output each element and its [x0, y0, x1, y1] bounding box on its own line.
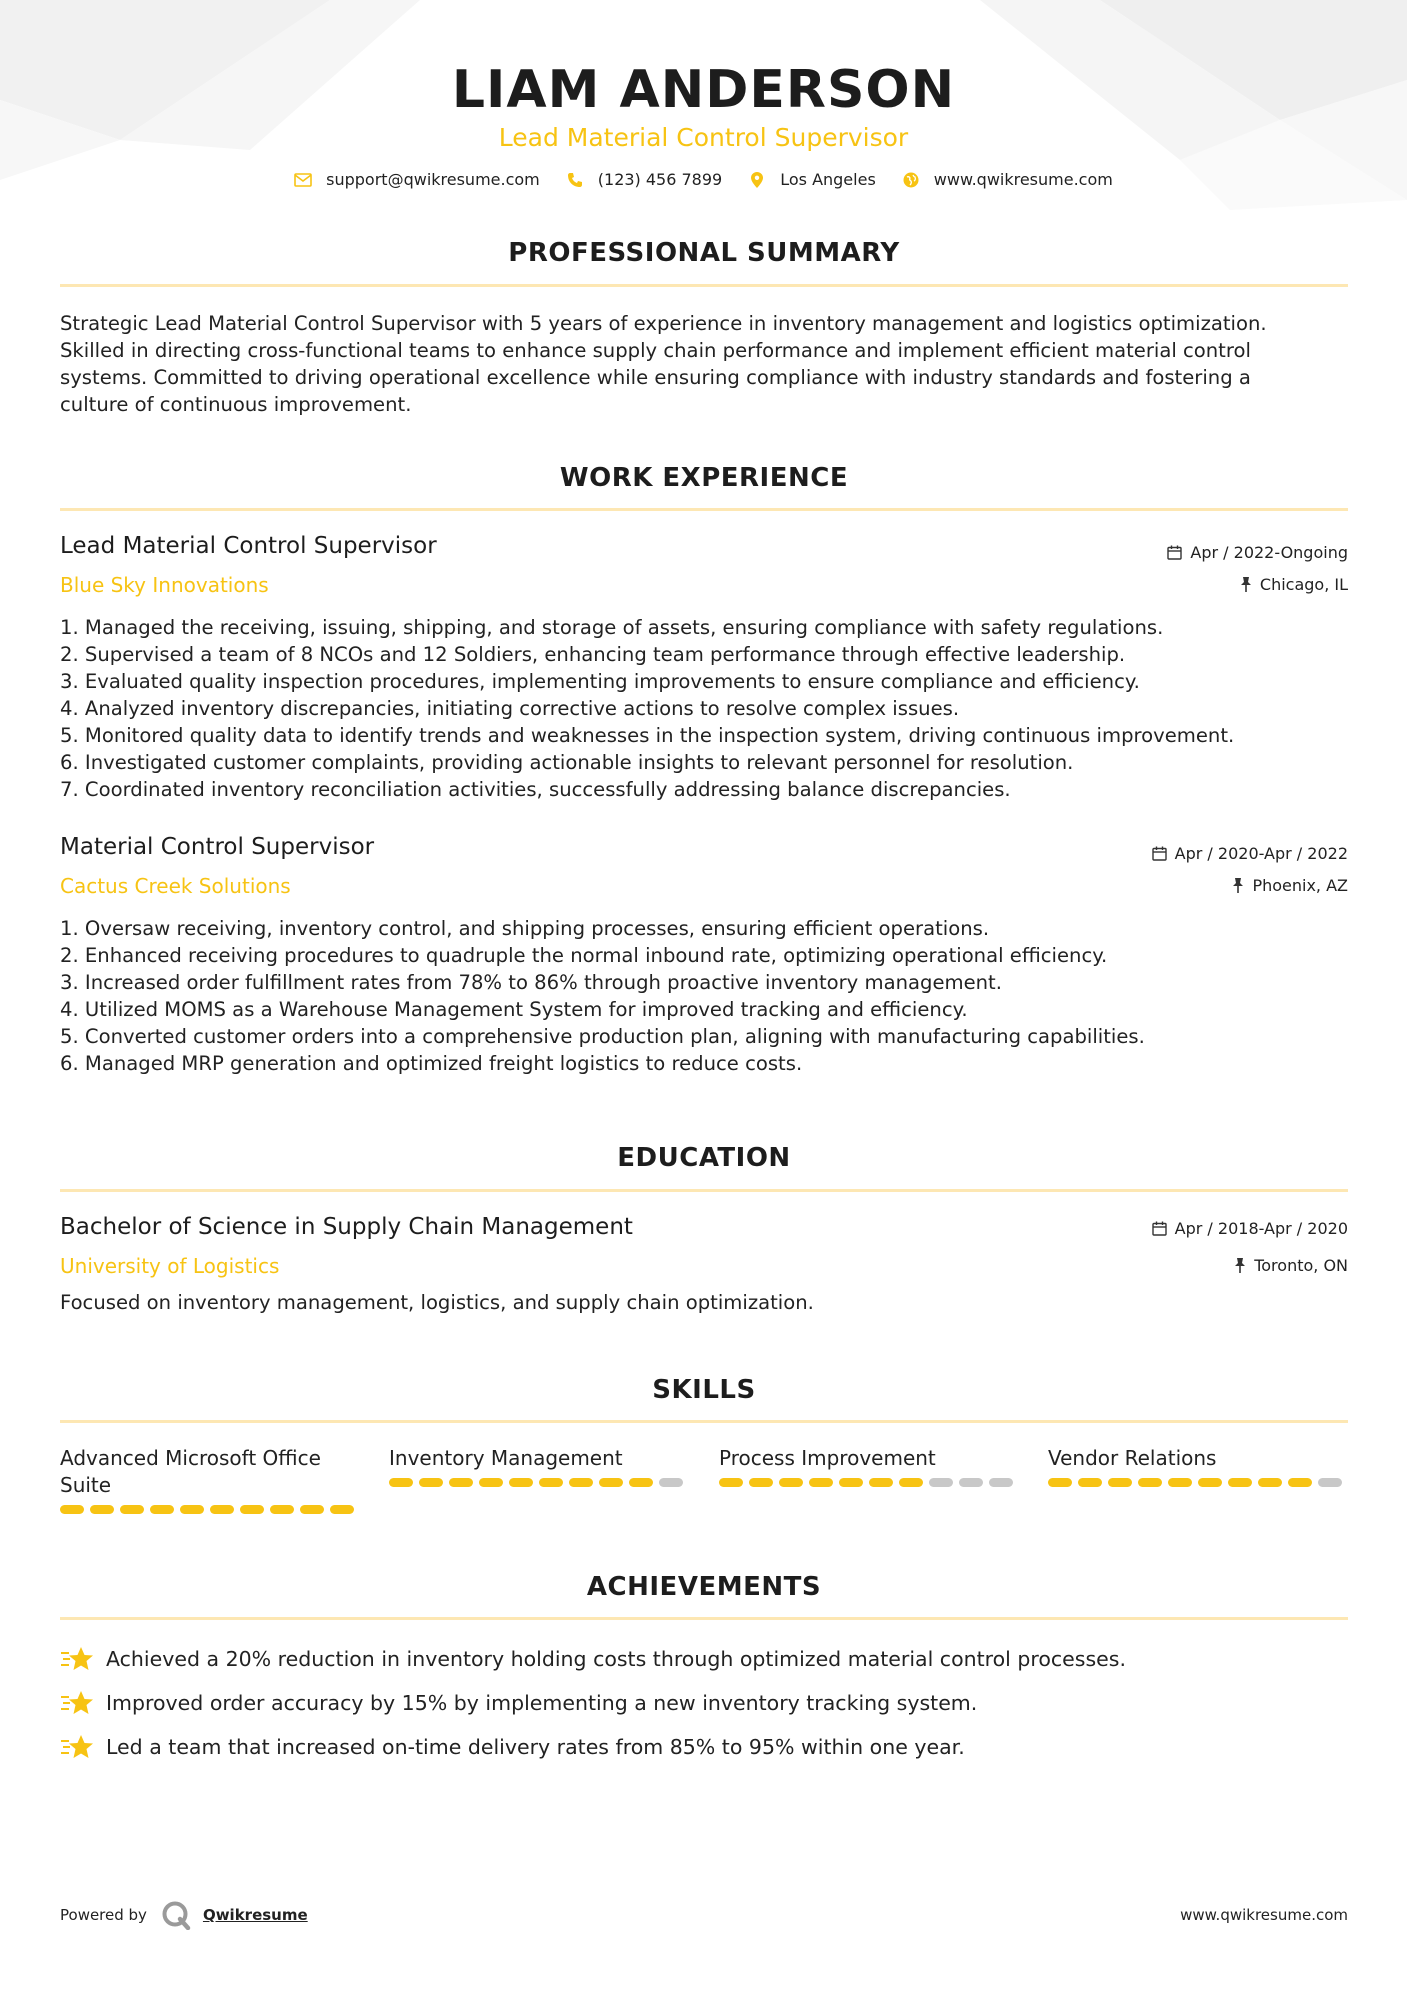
skill-segment-filled: [389, 1478, 413, 1487]
list-item: 3. Increased order fulfillment rates from 78% to 86% through proactive inventory management.: [60, 971, 1002, 994]
summary-divider: [60, 284, 1348, 287]
skill-segment-filled: [749, 1478, 773, 1487]
skill-segment-filled: [1198, 1478, 1222, 1487]
experience-heading: WORK EXPERIENCE: [559, 463, 849, 493]
contact-bar: [0, 170, 1407, 189]
skill-segment-filled: [1228, 1478, 1252, 1487]
globe-icon: [902, 171, 920, 189]
footer-website[interactable]: www.qwikresume.com: [1180, 1906, 1348, 1924]
job-company: Cactus Creek Solutions: [60, 874, 291, 898]
list-item: 5. Converted customer orders into a comprehensive production plan, aligning with manufacturing capabilities.: [60, 1025, 1145, 1048]
job-responsibilities: [60, 915, 1350, 1077]
skill-level-bar: [719, 1478, 1019, 1487]
skill-segment-empty: [659, 1478, 683, 1487]
calendar-icon: [1167, 545, 1182, 560]
skill-segment-filled: [180, 1505, 204, 1514]
skills-divider: [60, 1420, 1348, 1423]
summary-text: [60, 310, 1350, 418]
achievement-text: Achieved a 20% reduction in inventory holding costs through optimized material control processes.: [106, 1647, 1126, 1671]
skill-level-bar: [60, 1505, 360, 1514]
summary-line: culture of continuous improvement.: [60, 393, 412, 416]
qwikresume-logo-icon: [161, 1900, 191, 1930]
skill-label: [60, 1445, 360, 1499]
job-title: Material Control Supervisor: [60, 834, 375, 860]
contact-phone[interactable]: [566, 170, 722, 189]
list-item: 3. Evaluated quality inspection procedures, implementing improvements to ensure compliance and efficiency.: [60, 670, 1140, 693]
education-heading: EDUCATION: [617, 1143, 791, 1173]
skill-label: Vendor Relations: [1048, 1446, 1217, 1470]
summary-heading: PROFESSIONAL SUMMARY: [508, 238, 900, 268]
resume-header: [0, 58, 1407, 154]
skill-item: [719, 1445, 1019, 1487]
skill-label-line: Advanced Microsoft Office: [60, 1446, 321, 1470]
job-company: Blue Sky Innovations: [60, 573, 269, 597]
experience-divider: [60, 508, 1348, 511]
list-item: 1. Oversaw receiving, inventory control, and shipping processes, ensuring efficient operations.: [60, 917, 990, 940]
skill-segment-filled: [1048, 1478, 1072, 1487]
contact-location: [748, 170, 876, 189]
calendar-icon: [1152, 846, 1167, 861]
phone-icon: [566, 171, 584, 189]
summary-line: Skilled in directing cross-functional teams to enhance supply chain performance and implement efficient material control: [60, 339, 1251, 362]
achievement-item: [60, 1637, 1350, 1681]
achievement-item: [60, 1725, 1350, 1769]
contact-email-text: support@qwikresume.com: [326, 170, 540, 189]
powered-by-label: Powered by: [60, 1906, 147, 1924]
achievements-list: [60, 1637, 1350, 1769]
skill-segment-filled: [719, 1478, 743, 1487]
summary-line: Strategic Lead Material Control Supervisor with 5 years of experience in inventory management and logistics optimization.: [60, 312, 1267, 335]
skill-segment-filled: [120, 1505, 144, 1514]
skill-item: [389, 1445, 689, 1487]
envelope-icon: [294, 171, 312, 189]
shooting-star-icon: [60, 1688, 94, 1718]
summary-line: systems. Committed to driving operational excellence while ensuring compliance with industry standards and fostering a: [60, 366, 1251, 389]
job-location: [1232, 876, 1348, 895]
contact-website-text: www.qwikresume.com: [933, 170, 1113, 189]
list-item: 6. Managed MRP generation and optimized freight logistics to reduce costs.: [60, 1052, 803, 1075]
skill-segment-filled: [1288, 1478, 1312, 1487]
skill-segment-filled: [509, 1478, 533, 1487]
job-dates-text: Apr / 2022-Ongoing: [1190, 543, 1348, 562]
pushpin-icon: [1232, 878, 1244, 893]
skill-segment-filled: [629, 1478, 653, 1487]
skill-segment-filled: [779, 1478, 803, 1487]
shooting-star-icon: [60, 1732, 94, 1762]
education-dates-text: Apr / 2018-Apr / 2020: [1174, 1219, 1348, 1238]
skill-segment-filled: [899, 1478, 923, 1487]
education-location-text: Toronto, ON: [1254, 1256, 1348, 1275]
skill-segment-filled: [90, 1505, 114, 1514]
skills-heading: SKILLS: [652, 1375, 756, 1405]
skill-segment-filled: [1078, 1478, 1102, 1487]
list-item: 5. Monitored quality data to identify trends and weaknesses in the inspection system, driving continuous improvement.: [60, 724, 1235, 747]
map-pin-icon: [748, 171, 766, 189]
achievements-heading: ACHIEVEMENTS: [586, 1572, 822, 1602]
skill-label: Process Improvement: [719, 1446, 936, 1470]
job-dates: [1167, 543, 1348, 562]
contact-website[interactable]: [902, 170, 1113, 189]
school-name: University of Logistics: [60, 1254, 280, 1278]
skill-segment-filled: [330, 1505, 354, 1514]
achievement-text: Led a team that increased on-time delivery rates from 85% to 95% within one year.: [106, 1735, 965, 1759]
skill-segment-filled: [270, 1505, 294, 1514]
skill-segment-filled: [240, 1505, 264, 1514]
job-location-text: Chicago, IL: [1259, 575, 1348, 594]
skill-segment-filled: [150, 1505, 174, 1514]
degree-title: Bachelor of Science in Supply Chain Management: [60, 1214, 633, 1240]
education-dates: [1152, 1219, 1348, 1238]
list-item: 2. Supervised a team of 8 NCOs and 12 Soldiers, enhancing team performance through effective leadership.: [60, 643, 1126, 666]
skills-grid: [60, 1445, 1350, 1525]
skill-segment-filled: [1108, 1478, 1132, 1487]
job-responsibilities: [60, 614, 1350, 803]
education-description: Focused on inventory management, logistics, and supply chain optimization.: [60, 1291, 814, 1314]
job-title: Lead Material Control Supervisor: [60, 533, 437, 559]
skill-level-bar: [1048, 1478, 1348, 1487]
skill-segment-filled: [1258, 1478, 1282, 1487]
skill-segment-filled: [60, 1505, 84, 1514]
skill-segment-filled: [300, 1505, 324, 1514]
skill-segment-filled: [1168, 1478, 1192, 1487]
achievement-item: [60, 1681, 1350, 1725]
shooting-star-icon: [60, 1644, 94, 1674]
skill-segment-empty: [989, 1478, 1013, 1487]
skill-segment-filled: [1138, 1478, 1162, 1487]
skill-segment-filled: [539, 1478, 563, 1487]
education-location: [1234, 1256, 1348, 1275]
skill-segment-filled: [869, 1478, 893, 1487]
skill-segment-empty: [929, 1478, 953, 1487]
skill-item: [1048, 1445, 1348, 1487]
skill-segment-filled: [210, 1505, 234, 1514]
job-location: [1240, 575, 1348, 594]
skill-segment-filled: [449, 1478, 473, 1487]
list-item: 4. Utilized MOMS as a Warehouse Management System for improved tracking and efficiency.: [60, 998, 968, 1021]
skill-label: Inventory Management: [389, 1446, 623, 1470]
skill-segment-filled: [569, 1478, 593, 1487]
candidate-name: LIAM ANDERSON: [451, 60, 956, 120]
list-item: 2. Enhanced receiving procedures to quadruple the normal inbound rate, optimizing operational efficiency.: [60, 944, 1108, 967]
footer-powered-by: [60, 1900, 308, 1930]
list-item: 4. Analyzed inventory discrepancies, initiating corrective actions to resolve complex issues.: [60, 697, 960, 720]
list-item: 6. Investigated customer complaints, providing actionable insights to relevant personnel for resolution.: [60, 751, 1074, 774]
pushpin-icon: [1240, 577, 1252, 592]
contact-email[interactable]: [294, 170, 540, 189]
skill-segment-filled: [599, 1478, 623, 1487]
list-item: 1. Managed the receiving, issuing, shipping, and storage of assets, ensuring compliance with safety regulations.: [60, 616, 1164, 639]
achievement-text: Improved order accuracy by 15% by implementing a new inventory tracking system.: [106, 1691, 978, 1715]
skill-segment-empty: [959, 1478, 983, 1487]
calendar-icon: [1152, 1221, 1167, 1236]
skill-item: [60, 1445, 360, 1514]
achievements-divider: [60, 1617, 1348, 1620]
job-location-text: Phoenix, AZ: [1252, 876, 1348, 895]
education-divider: [60, 1189, 1348, 1192]
skill-segment-empty: [1318, 1478, 1342, 1487]
skill-level-bar: [389, 1478, 689, 1487]
contact-phone-text: (123) 456 7899: [597, 170, 723, 189]
job-dates-text: Apr / 2020-Apr / 2022: [1174, 844, 1348, 863]
skill-segment-filled: [839, 1478, 863, 1487]
job-dates: [1152, 844, 1348, 863]
contact-location-text: Los Angeles: [780, 170, 876, 189]
skill-segment-filled: [809, 1478, 833, 1487]
skill-segment-filled: [479, 1478, 503, 1487]
qwikresume-link[interactable]: Qwikresume: [202, 1906, 308, 1924]
list-item: 7. Coordinated inventory reconciliation activities, successfully addressing balance discrepancies.: [60, 778, 1011, 801]
skill-segment-filled: [419, 1478, 443, 1487]
pushpin-icon: [1234, 1258, 1246, 1273]
candidate-title: Lead Material Control Supervisor: [498, 123, 909, 152]
skill-label-line: Suite: [60, 1473, 112, 1497]
